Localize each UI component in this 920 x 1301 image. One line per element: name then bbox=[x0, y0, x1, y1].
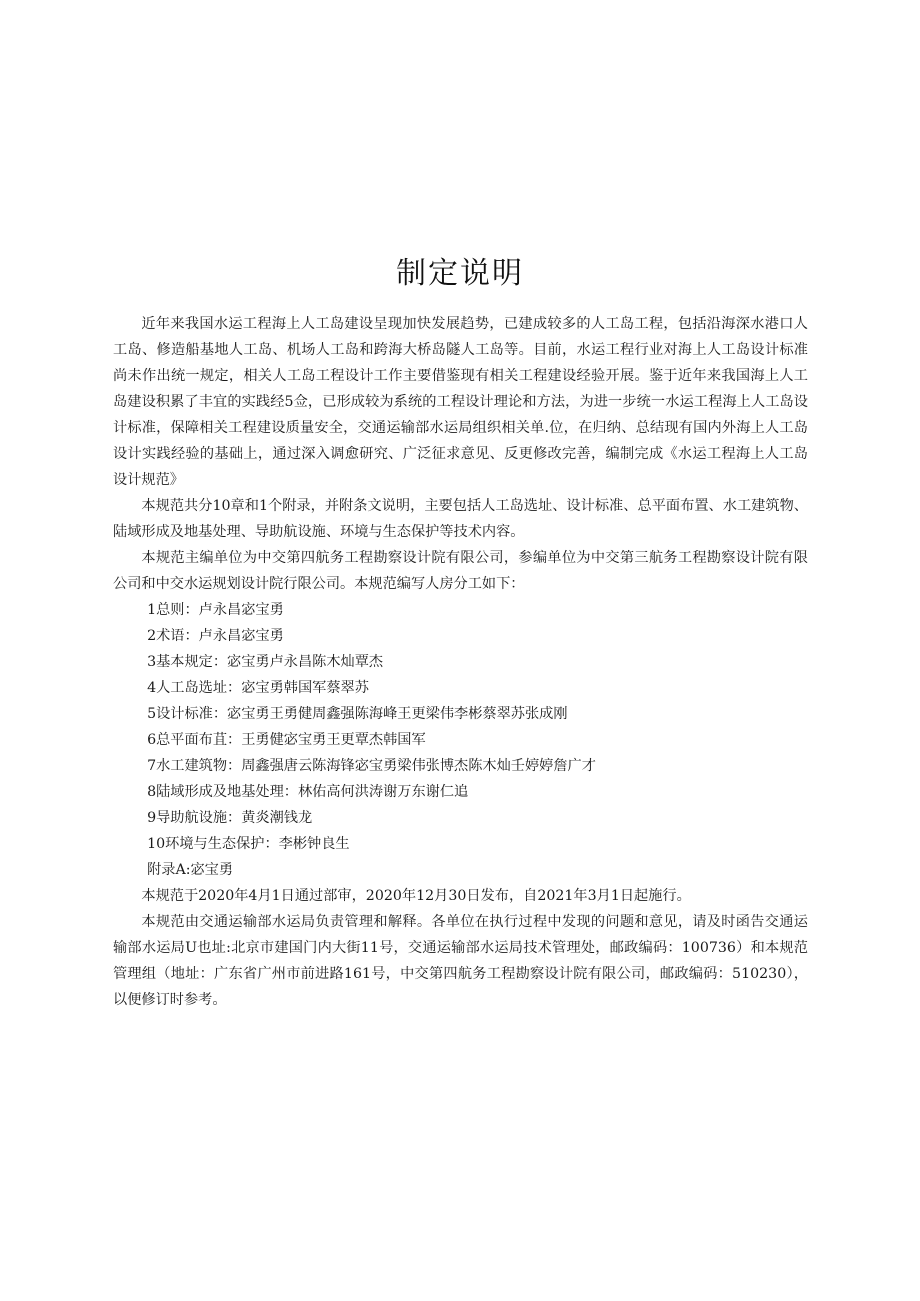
author-item: 1总则：卢永昌宓宝勇 bbox=[147, 602, 284, 618]
author-list bbox=[113, 597, 808, 883]
author-item: 5设计标准：宓宝勇王勇健周鑫强陈海峰王更梁伟李彬蔡翠苏张成刚 bbox=[147, 706, 568, 722]
document-body bbox=[113, 311, 808, 1013]
page-title: 制定说明 bbox=[396, 256, 524, 291]
paragraph-contact: 本规范由交通运输部水运局负责管理和解释。各单位在执行过程中发现的问题和意见，请及时函告交通运输部水运局U也址:北京市建国门内大街11号，交通运输部水运局技术管理处，邮政编码：100736）和本规范管理组（地址：广东省广州市前进路161号，中交第四航务工程勘察设计院有限公司，邮政编码：510230），以便修订时参考。 bbox=[113, 914, 808, 1008]
author-item: 10环境与生态保护：李彬钟良生 bbox=[147, 836, 350, 852]
paragraph-scope: 本规范共分10章和1个附录，并附条文说明，主要包括人工岛选址、设计标准、总平面布置、水工建筑物、陆域形成及地基处理、导助航设施、环境与生态保护等技术内容。 bbox=[113, 498, 808, 540]
paragraph-editors: 本规范主编单位为中交第四航务工程勘察设计院有限公司，参编单位为中交第三航务工程勘察设计院有限公司和中交水运规划设计院行限公司。本规范编写人房分工如下： bbox=[113, 550, 808, 592]
author-item: 9导助航设施：黄炎潮钱龙 bbox=[147, 810, 313, 826]
author-item: 2术语：卢永昌宓宝勇 bbox=[147, 628, 284, 644]
author-item: 4人工岛选址：宓宝勇韩国军蔡翠苏 bbox=[147, 680, 369, 696]
author-item: 7水工建筑物：周鑫强唐云陈海锋宓宝勇梁伟张博杰陈木灿壬婷婷詹广才 bbox=[147, 758, 596, 774]
author-item: 3基本规定：宓宝勇卢永昌陈木灿覃杰 bbox=[147, 654, 384, 670]
author-item: 6总平面布苴：王勇健宓宝勇王更覃杰韩国军 bbox=[147, 732, 426, 748]
paragraph-effective-date: 本规范于2020年4月1日通过部审，2020年12月30日发布，自2021年3月1日起施行。 bbox=[141, 888, 691, 904]
paragraph-background: 近年来我国水运工程海上人工岛建设呈现加快发展趋势，已建成较多的人工岛工程，包括沿海深水港口人工岛、修造船基地人工岛、机场人工岛和跨海大桥岛隧人工岛等。目前，水运工程行业对海上人工岛设计标准尚未作出统一规定，相关人工岛工程设计工作主要借鉴现有相关工程建设经验开展。鉴于近年来我国海上人工岛建设积累了丰宜的实践经5佥，已形成较为系统的工程设计理论和方法，为进一步统一水运工程海上人工岛设计标准，保障相关工程建设质量安全，交通运输部水运局组织相关单.位，在归纳、总结现有国内外海上人工岛设计实践经验的基础上，通过深入调愈研究、广泛征求意见、反更修改完善，编制完成《水运工程海上人工岛设计规范》 bbox=[113, 316, 808, 488]
author-item: 附录A:宓宝勇 bbox=[147, 862, 234, 878]
author-item: 8陆域形成及地基处理：林佑高何洪涛谢万东谢仁追 bbox=[147, 784, 469, 800]
